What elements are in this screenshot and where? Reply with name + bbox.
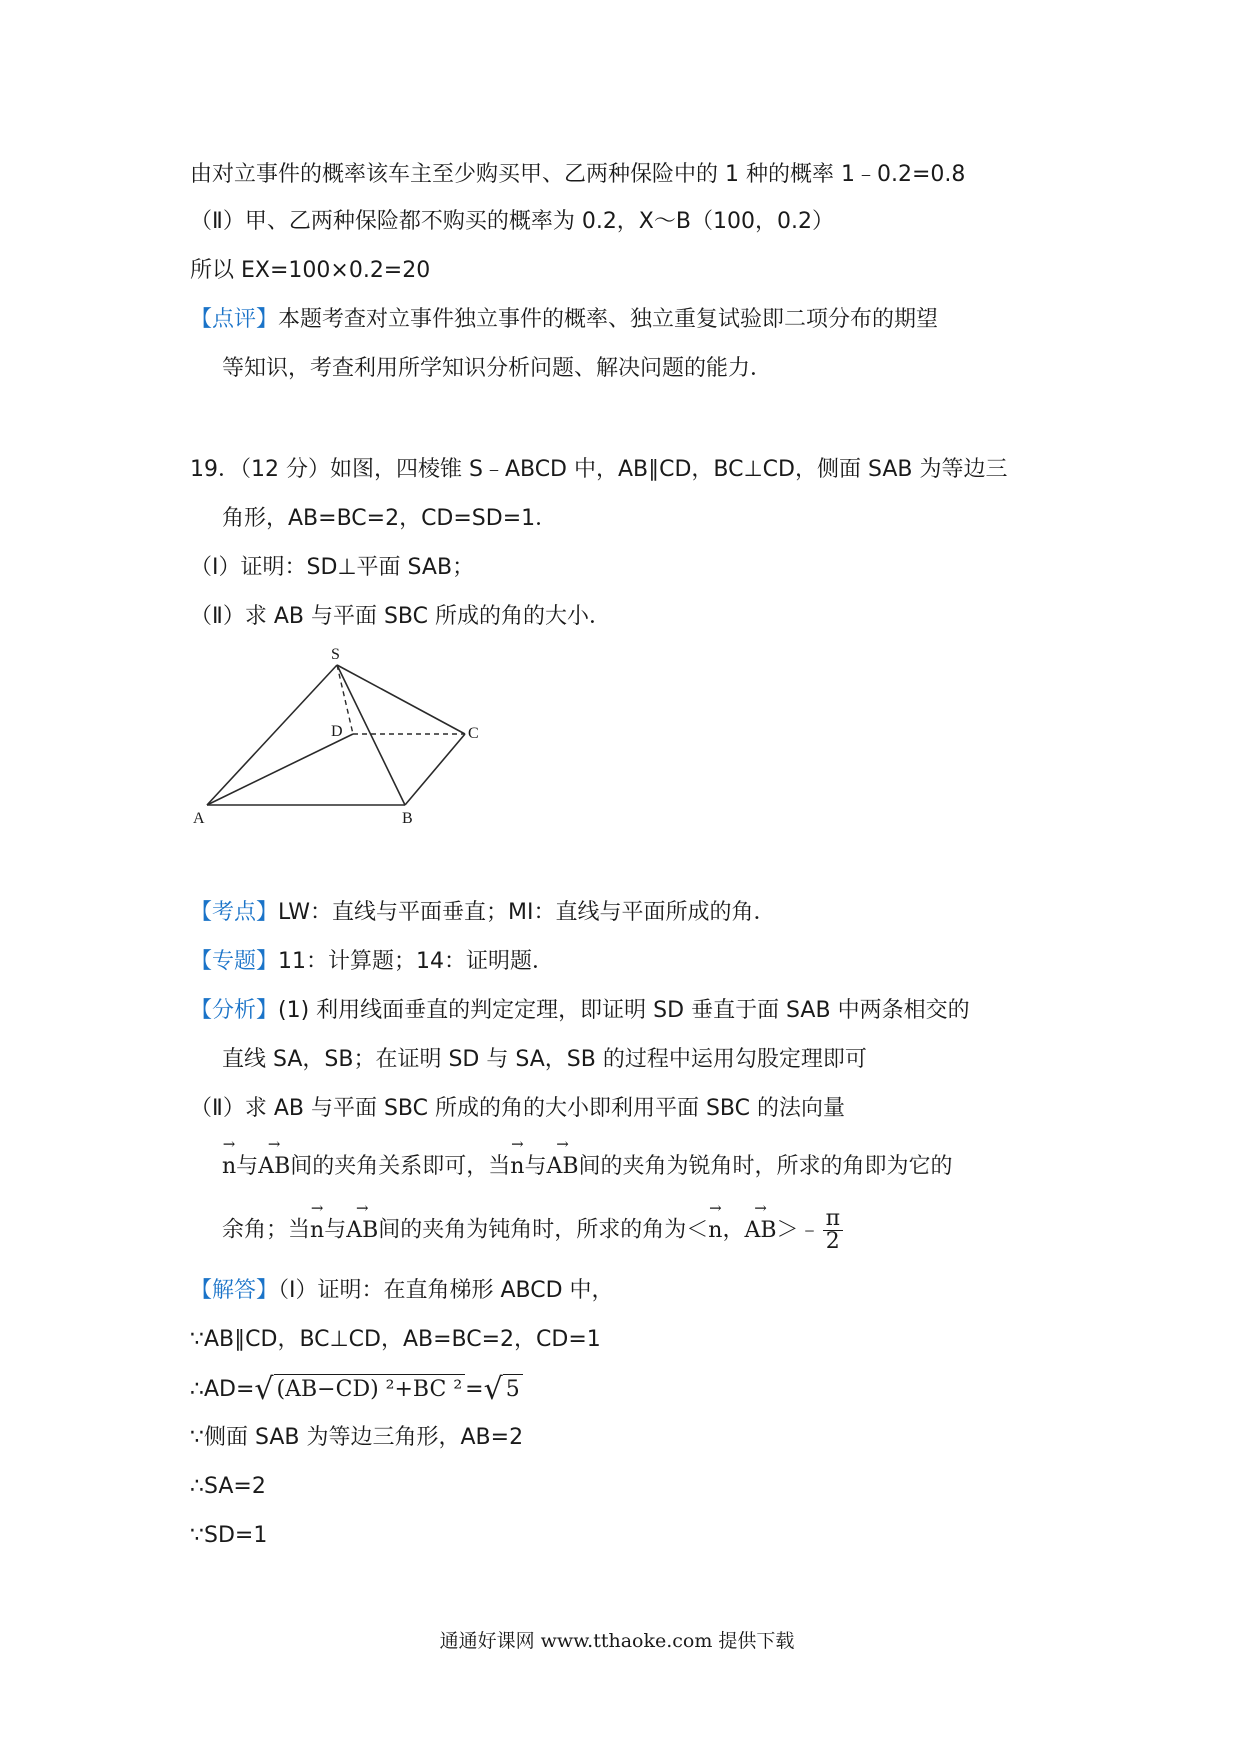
edge-sc — [337, 665, 465, 734]
text-run: = — [465, 1377, 484, 1402]
zhuanti-line — [190, 947, 554, 977]
denominator: 2 — [825, 1229, 840, 1254]
kaodian-tag: 【考点】 — [190, 900, 279, 925]
text-line: 由对立事件的概率该车主至少购买甲、乙两种保险中的 1 种的概率 1﹣0.2=0.8 — [190, 162, 966, 187]
jieda-line — [190, 1276, 614, 1306]
vector-ab: → AB — [258, 1152, 290, 1182]
vector-n: → n — [510, 1152, 524, 1182]
angle-bracket: ＞﹣ — [776, 1217, 821, 1243]
sqrt-line — [190, 1374, 523, 1405]
text-line: ∵侧面 SAB 为等边三角形，AB=2 — [190, 1425, 524, 1450]
text-line: （Ⅱ）求 AB 与平面 SBC 所成的角的大小即利用平面 SBC 的法向量 — [190, 1096, 845, 1121]
fenxi-tag: 【分析】 — [190, 998, 279, 1023]
vector-n: → n — [708, 1216, 722, 1246]
label-s: S — [331, 646, 340, 663]
radical-sign: √ — [483, 1372, 503, 1407]
edge-sa — [207, 665, 337, 805]
comment-line — [190, 305, 938, 335]
vector-ab: → AB — [744, 1216, 776, 1246]
text-line: 直线 SA，SB；在证明 SD 与 SA，SB 的过程中运用勾股定理即可 — [222, 1047, 867, 1072]
label-c: C — [468, 725, 479, 742]
text-line: ∵SD=1 — [190, 1523, 268, 1548]
angle-bracket: ＜ — [686, 1217, 709, 1243]
comment-text: 本题考查对立事件独立事件的概率、独立重复试验即二项分布的期望 — [278, 307, 939, 332]
analysis-vector-line — [222, 1152, 953, 1182]
label-b: B — [402, 810, 413, 825]
jieda-text: （Ⅰ）证明：在直角梯形 ABCD 中， — [278, 1278, 614, 1303]
analysis-angle-line — [222, 1208, 843, 1253]
numerator: π — [823, 1208, 843, 1231]
label-a: A — [193, 810, 205, 825]
text-run: 与 — [324, 1217, 347, 1243]
text-run: 余角；当 — [222, 1217, 311, 1243]
fraction-pi-over-2 — [823, 1208, 843, 1253]
vector-n: → n — [222, 1152, 236, 1182]
text-run: ， — [722, 1217, 745, 1243]
text-run: 间的夹角关系即可，当 — [290, 1154, 511, 1179]
question-line: （Ⅱ）求 AB 与平面 SBC 所成的角的大小． — [190, 604, 611, 629]
vector-n: → n — [310, 1216, 324, 1246]
text-run: 间的夹角为钝角时，所求的角为 — [378, 1217, 687, 1243]
comment-tag: 【点评】 — [190, 307, 279, 332]
text-line: 等知识，考查利用所学知识分析问题、解决问题的能力． — [222, 356, 773, 381]
page-footer: 通通好课网 www.tthaoke.com 提供下载 — [439, 1630, 795, 1652]
kaodian-line — [190, 898, 775, 928]
text-line: （Ⅱ）甲、乙两种保险都不购买的概率为 0.2，X～B（100，0.2） — [190, 209, 834, 234]
kaodian-text: LW：直线与平面垂直；MI：直线与平面所成的角． — [278, 900, 776, 925]
question-line: 角形，AB=BC=2，CD=SD=1． — [222, 506, 558, 531]
fenxi-text: (1) 利用线面垂直的判定定理，即证明 SD 垂直于面 SAB 中两条相交的 — [278, 998, 970, 1023]
jieda-tag: 【解答】 — [190, 1278, 279, 1303]
radical-sign: √ — [254, 1372, 274, 1407]
text-run: 间的夹角为锐角时，所求的角即为它的 — [578, 1154, 953, 1179]
pyramid-figure — [185, 645, 485, 825]
edge-sb — [337, 665, 405, 805]
vector-ab: → AB — [546, 1152, 578, 1182]
text-line: ∴SA=2 — [190, 1474, 266, 1499]
edge-ad — [207, 734, 353, 805]
fenxi-line — [190, 996, 970, 1026]
question-line: 19．（12 分）如图，四棱锥 S﹣ABCD 中，AB∥CD，BC⊥CD，侧面 SAB 为等边三 — [190, 457, 1008, 482]
question-line: （Ⅰ）证明：SD⊥平面 SAB； — [190, 555, 475, 580]
text-run: ∴AD= — [190, 1377, 255, 1402]
text-run: 与 — [524, 1154, 547, 1179]
label-d: D — [331, 723, 343, 740]
zhuanti-text: 11：计算题；14：证明题． — [278, 949, 555, 974]
edge-bc — [405, 734, 465, 805]
radicand: (AB−CD) ²+BC ² — [274, 1374, 466, 1405]
zhuanti-tag: 【专题】 — [190, 949, 279, 974]
text-run: 与 — [236, 1154, 259, 1179]
vector-ab: → AB — [346, 1216, 378, 1246]
text-line: ∵AB∥CD，BC⊥CD，AB=BC=2，CD=1 — [190, 1327, 601, 1352]
text-line: 所以 EX=100×0.2=20 — [190, 258, 431, 283]
radicand: 5 — [503, 1374, 523, 1405]
